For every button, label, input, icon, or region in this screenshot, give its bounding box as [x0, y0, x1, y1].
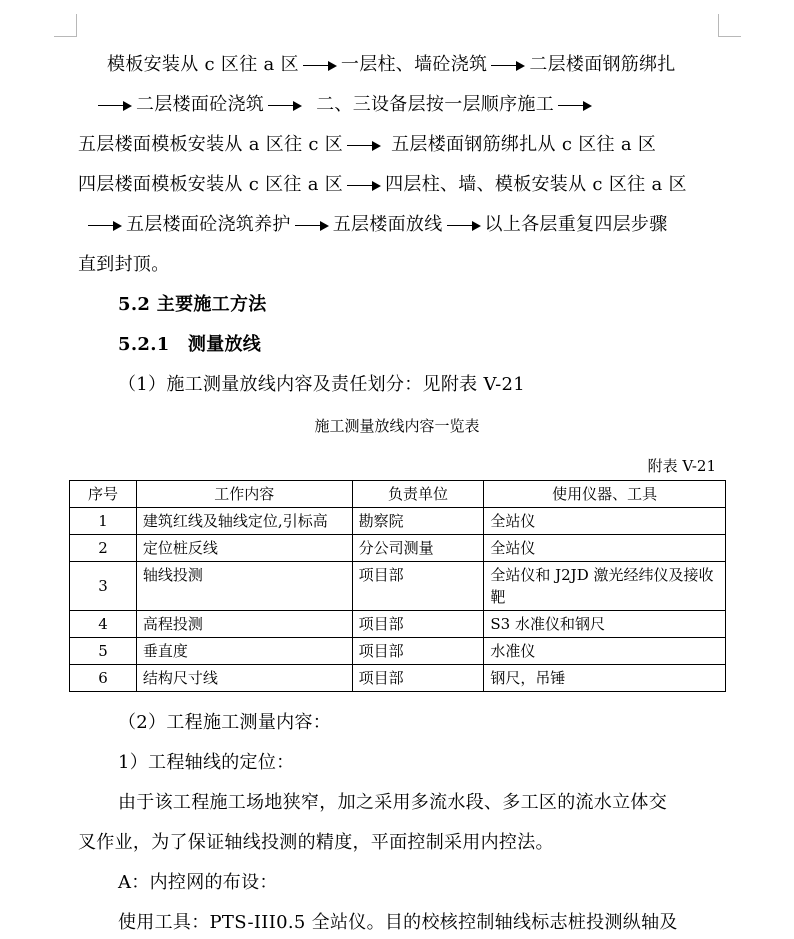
table-cell: 项目部: [352, 638, 484, 665]
table-cell: 项目部: [352, 665, 484, 692]
flow-step: 二层楼面砼浇筑: [136, 94, 265, 115]
table-cell: 全站仪: [484, 535, 726, 562]
crop-mark-top-left: [54, 14, 77, 37]
flow-step: 二层楼面钢筋绑扎: [529, 54, 676, 75]
table-cell: 6: [70, 665, 137, 692]
flow-line-4: [78, 174, 687, 196]
table-header-cell: 使用仪器、工具: [484, 481, 726, 508]
paragraph: 由于该工程施工场地狭窄，加之采用多流水段、多工区的流水立体交: [118, 792, 667, 813]
arrow-icon: [447, 214, 481, 236]
flow-step: 五层楼面砼浇筑养护: [126, 214, 291, 235]
flow-line-1: [107, 54, 676, 76]
flow-step: 四层楼面模板安装从 c 区往 a 区: [78, 174, 344, 195]
table-row: [70, 665, 726, 692]
table-cell: 全站仪和 J2JD 激光经纬仪及接收靶: [484, 562, 726, 611]
table-row: [70, 638, 726, 665]
table-cell: 建筑红线及轴线定位,引标高: [136, 508, 352, 535]
table-row: [70, 508, 726, 535]
table-header-cell: 序号: [70, 481, 137, 508]
flow-line-6: 直到封顶。: [78, 254, 170, 275]
table-caption: 施工测量放线内容一览表: [314, 417, 480, 435]
table-cell: 高程投测: [136, 611, 352, 638]
arrow-icon: [295, 214, 329, 236]
table-cell: 4: [70, 611, 137, 638]
flow-step: 以上各层重复四层步骤: [484, 214, 668, 235]
table-cell: 轴线投测: [136, 562, 352, 611]
flow-line-5: [88, 214, 668, 236]
table-reference: 附表 V-21: [647, 457, 716, 475]
flow-line-2: [98, 94, 596, 116]
table-header-cell: 工作内容: [136, 481, 352, 508]
arrow-icon: [347, 134, 381, 156]
table-row: [70, 562, 726, 611]
paragraph: 叉作业，为了保证轴线投测的精度，平面控制采用内控法。: [78, 832, 554, 853]
arrow-icon: [303, 54, 337, 76]
table-header-row: [70, 481, 726, 508]
table-cell: S3 水准仪和钢尺: [484, 611, 726, 638]
table-cell: 项目部: [352, 611, 484, 638]
paragraph: 使用工具：PTS-III0.5 全站仪。目的校核控制轴线标志桩投测纵轴及: [118, 912, 678, 933]
table-cell: 勘察院: [352, 508, 484, 535]
flow-step: 二、三设备层按一层顺序施工: [316, 94, 555, 115]
table-cell: 水准仪: [484, 638, 726, 665]
table-cell: 全站仪: [484, 508, 726, 535]
table-cell: 1: [70, 508, 137, 535]
paragraph: （2）工程施工测量内容：: [118, 712, 332, 733]
arrow-icon: [491, 54, 525, 76]
table-cell: 项目部: [352, 562, 484, 611]
arrow-icon: [98, 94, 132, 116]
paragraph: 1）工程轴线的定位：: [118, 752, 295, 773]
arrow-icon: [268, 94, 302, 116]
table-header-cell: 负责单位: [352, 481, 484, 508]
table-cell: 分公司测量: [352, 535, 484, 562]
arrow-icon: [347, 174, 381, 196]
table-cell: 5: [70, 638, 137, 665]
table-row: [70, 611, 726, 638]
flow-step: 一层柱、墙砼浇筑: [340, 54, 488, 75]
table-row: [70, 535, 726, 562]
table-cell: 结构尺寸线: [136, 665, 352, 692]
arrow-icon: [558, 94, 592, 116]
section-heading-5-2: 5.2 主要施工方法: [118, 294, 267, 315]
survey-table: [69, 480, 726, 692]
section-heading-5-2-1: 5.2.1 测量放线: [118, 334, 262, 355]
flow-step: 模板安装从 c 区往 a 区: [107, 54, 299, 75]
table-cell: 2: [70, 535, 137, 562]
table-cell: 3: [70, 562, 137, 611]
paragraph: A：内控网的布设：: [118, 872, 278, 893]
table-cell: 定位桩反线: [136, 535, 352, 562]
crop-mark-top-right: [718, 14, 741, 37]
flow-step: 四层柱、墙、模板安装从 c 区往 a 区: [385, 174, 687, 195]
flow-step: 五层楼面钢筋绑扎从 c 区往 a 区: [391, 134, 657, 155]
flow-line-3: [78, 134, 656, 156]
table-cell: 钢尺，吊锤: [484, 665, 726, 692]
arrow-icon: [88, 214, 122, 236]
paragraph: （1）施工测量放线内容及责任划分：见附表 V-21: [118, 374, 526, 395]
table-cell: 垂直度: [136, 638, 352, 665]
flow-step: 五层楼面模板安装从 a 区往 c 区: [78, 134, 344, 155]
flow-step: 五层楼面放线: [332, 214, 443, 235]
